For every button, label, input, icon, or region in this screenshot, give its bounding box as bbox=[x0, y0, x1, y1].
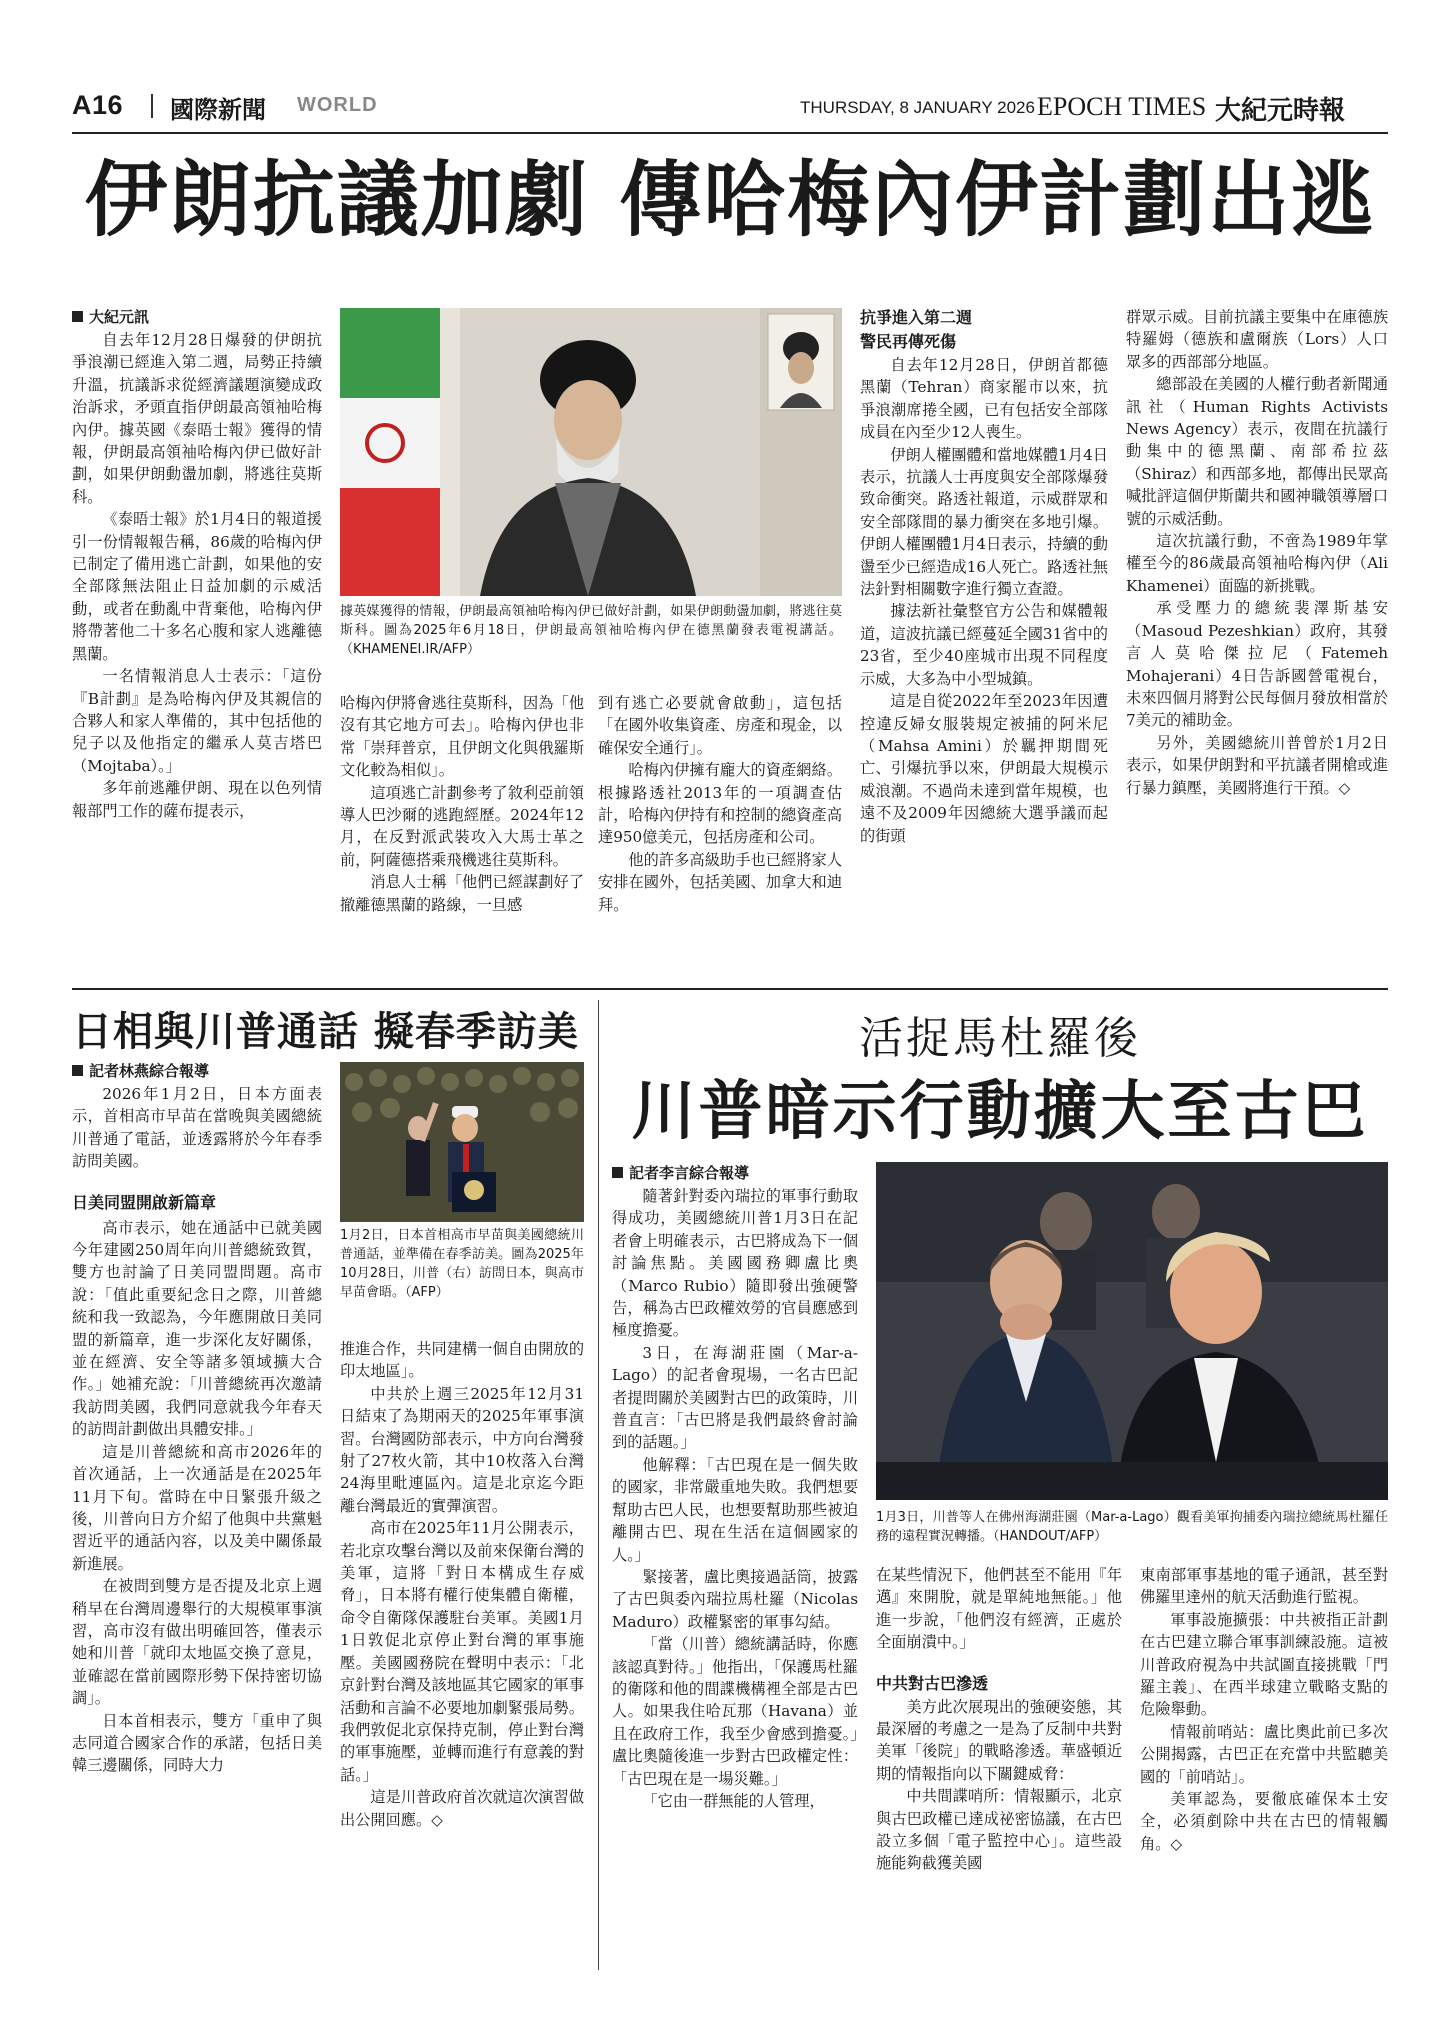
paragraph: 中共於上週三2025年12月31日結束了為期兩天的2025年軍事演習。台灣國防部表示，中方向台灣發射了27枚火箭，其中10枚落入台灣24海里毗連區內。這是北京迄今距離台灣最近的實彈演習。 bbox=[340, 1384, 584, 1515]
section-title-en: WORLD bbox=[297, 94, 378, 116]
story1-column-2 bbox=[340, 692, 584, 916]
story1-column-3 bbox=[598, 692, 842, 916]
story1-column-4 bbox=[860, 306, 1108, 847]
masthead bbox=[72, 86, 1388, 130]
paragraph: 情報前哨站：盧比奧此前已多次公開揭露，古巴正在充當中共監聽美國的「前哨站」。 bbox=[1140, 1722, 1388, 1786]
masthead-rule bbox=[72, 132, 1388, 134]
paragraph: 《泰晤士報》於1月4日的報道援引一份情報報告稱，86歲的哈梅內伊已制定了備用逃亡計劃，如果他的安全部隊無法阻止日益加劇的示威活動，或者在動亂中背棄他，哈梅內伊將帶著他二十多名心腹和家人逃離德黑蘭。 bbox=[72, 510, 322, 663]
page-number: A16 bbox=[72, 90, 124, 120]
paragraph: 總部設在美國的人權行動者新聞通訊社（Human Rights Activists News Agency）表示，夜間在抗議行動集中的德黑蘭、南部希拉茲（Shiraz）和西部多地，都傳出民眾高喊批評這個伊斯蘭共和國神職領導層口號的示威活動。 bbox=[1126, 375, 1388, 528]
paragraph: 緊接著，盧比奧接過話筒，披露了古巴與委內瑞拉馬杜羅（Nicolas Maduro）政權緊密的軍事勾結。 bbox=[612, 1567, 858, 1631]
paragraph: 哈梅內伊將會逃往莫斯科，因為「他沒有其它地方可去」。哈梅內伊也非常「崇拜普京，且伊朗文化與俄羅斯文化較為相似」。 bbox=[340, 694, 584, 780]
paragraph: 這次抗議行動，不啻為1989年掌權至今的86歲最高領袖哈梅內伊（Ali Khamenei）面臨的新挑戰。 bbox=[1126, 532, 1388, 595]
column-divider bbox=[598, 1000, 599, 1970]
paragraph: 到有逃亡必要就會啟動」，這包括「在國外收集資產、房產和現金，以確保安全通行」。 bbox=[598, 694, 842, 757]
story1-column-5 bbox=[1126, 306, 1388, 799]
story2-column-2 bbox=[340, 1338, 584, 1831]
story3-column-1 bbox=[612, 1162, 858, 1812]
masthead-separator bbox=[151, 94, 153, 118]
paragraph: 高市表示，她在通話中已就美國今年建國250周年向川普總統致賀，雙方也討論了日美同盟問題。高市說：「值此重要紀念日之際，川普總統和我一致認為，今年應開啟日美同盟的新篇章，進一步深化友好關係，並在經濟、安全等諸多領域擴大合作。」她補充說：「川普總統再次邀請我訪問美國，我們同意就我今年春天的訪問計劃做出具體安排。」 bbox=[72, 1218, 322, 1439]
paragraph: 哈梅內伊擁有龐大的資產網絡。根據路透社2013年的一項調查估計，哈梅內伊持有和控制的總資產高達950億美元，包括房產和公司。 bbox=[598, 761, 842, 847]
trump-takaichi-photo bbox=[340, 1062, 584, 1222]
paragraph: 群眾示威。目前抗議主要集中在庫德族特羅姆（德族和盧爾族（Lors）人口眾多的西部部分地區。 bbox=[1126, 308, 1388, 371]
paragraph: 多年前逃離伊朗、現在以色列情報部門工作的薩布提表示， bbox=[72, 779, 322, 820]
paragraph: 伊朗人權團體和當地媒體1月4日表示，抗議人士再度與安全部隊爆發致命衝突。路透社報道，示威群眾和安全部隊間的暴力衝突在多地引爆。伊朗人權團體1月4日表示，持續的動盪至少已經造成16人死亡。路透社無法針對相關數字進行獨立查證。 bbox=[860, 445, 1108, 599]
paragraph: 一名情報消息人士表示：「這份『B計劃』是為哈梅內伊及其親信的合夥人和家人準備的，其中包括他的兒子以及他指定的繼承人莫吉塔巴（Mojtaba）。」 bbox=[72, 667, 322, 775]
story3-column-2 bbox=[876, 1564, 1122, 1875]
story3-byline: 記者李言綜合報導 bbox=[612, 1162, 858, 1183]
paper-name-en: EPOCH TIMES bbox=[1037, 92, 1207, 121]
mar-a-lago-photo bbox=[876, 1162, 1388, 1500]
paragraph: 中共間諜哨所：情報顯示，北京與古巴政權已達成祕密協議，在古巴設立多個「電子監控中心」。這些設施能夠截獲美國 bbox=[876, 1787, 1122, 1873]
paper-name-cn: 大紀元時報 bbox=[1215, 96, 1346, 126]
paragraph: 隨著針對委內瑞拉的軍事行動取得成功，美國總統川普1月3日在記者會上明確表示，古巴將成為下一個討論焦點。美國國務卿盧比奧（Marco Rubio）隨即發出強硬警告，稱為古巴政權效勞的官員應感到極度擔憂。 bbox=[612, 1187, 858, 1340]
paragraph: 「它由一群無能的人管理， bbox=[642, 1791, 825, 1810]
story2-subhead: 日美同盟開啟新篇章 bbox=[72, 1192, 217, 1212]
paragraph: 這是川普總統和高市2026年的首次通話，上一次通話是在2025年11月下旬。當時在中日緊張升級之後，川普向日方介紹了他與中共黨魁習近平的通話內容，以及美中關係最新進展。 bbox=[72, 1442, 322, 1573]
story1-subhead bbox=[860, 306, 1108, 354]
paragraph: 在被問到雙方是否提及北京上週稍早在台灣周邊舉行的大規模軍事演習，高市沒有做出明確回答，僅表示她和川普「就印太地區交換了意見，並確認在當前國際形勢下保持密切協調」。 bbox=[72, 1577, 322, 1708]
paragraph: 3日，在海湖莊園（Mar-a-Lago）的記者會現場，一名古巴記者提問關於美國對古巴的政策時，川普直言：「古巴將是我們最終會討論到的話題。」 bbox=[612, 1343, 858, 1452]
paragraph: 推進合作，共同建構一個自由開放的印太地區」。 bbox=[340, 1340, 584, 1381]
khamenei-photo bbox=[340, 308, 842, 596]
story1-column-1 bbox=[72, 306, 322, 822]
issue-date: THURSDAY, 8 JANUARY 2026 bbox=[800, 98, 1035, 117]
main-headline: 伊朗抗議加劇 傳哈梅內伊計劃出逃 bbox=[84, 152, 1376, 248]
paragraph: 「當（川普）總統講話時，你應該認真對待。」他指出，「保護馬杜羅的衛隊和他的間諜機構裡全部是古巴人。如果我住哈瓦那（Havana）並且在政府工作，我至少會感到擔憂。」盧比奧隨後進一步對古巴政權定性：「古巴現在是一場災難。」 bbox=[612, 1635, 858, 1788]
paragraph: 2026年1月2日，日本方面表示，首相高市早苗在當晚與美國總統川普通了電話，並透露將於今年春季訪問美國。 bbox=[72, 1085, 322, 1171]
paragraph: 他解釋：「古巴現在是一個失敗的國家，非常嚴重地失敗。我們想要幫助古巴人民，也想要幫助那些被迫離開古巴、現在生活在這個國家的人。」 bbox=[612, 1455, 858, 1564]
paragraph: 在某些情況下，他們甚至不能用『年邁』來開脫，就是單純地無能。」他進一步說，「他們沒有經濟，正處於全面崩潰中。」 bbox=[876, 1566, 1122, 1652]
paragraph: 這是自從2022年至2023年因遭控違反婦女服裝規定被捕的阿米尼（Mahsa Amini）於羈押期間死亡、引爆抗爭以來，伊朗最大規模示威浪潮。不過尚未達到當年規模，也遠不及2009年因總統大選爭議而起的街頭 bbox=[860, 692, 1108, 845]
paragraph: 這是川普政府首次就這次演習做出公開回應。◇ bbox=[340, 1788, 584, 1829]
paragraph: 美軍認為，要徹底確保本土安全，必須剷除中共在古巴的情報觸角。◇ bbox=[1140, 1790, 1388, 1853]
story3-kicker: 活捉馬杜羅後 bbox=[859, 1013, 1141, 1064]
story1-byline: 大紀元訊 bbox=[72, 306, 322, 327]
paragraph: 承受壓力的總統裴澤斯基安（Masoud Pezeshkian）政府，其發言人莫哈傑拉尼（Fatemeh Mohajerani）4日告訴國營電視台，未來四個月將對公民每個月發放相當於7美元的補助金。 bbox=[1126, 599, 1388, 730]
khamenei-photo-caption: 據英媒獲得的情報，伊朗最高領袖哈梅內伊已做好計劃，如果伊朗動盪加劇，將逃往莫斯科。圖為2025年6月18日，伊朗最高領袖哈梅內伊在德黑蘭發表電視講話。（KHAMENEI.IR/AFP） bbox=[340, 604, 842, 657]
mar-a-lago-photo-caption: 1月3日，川普等人在佛州海湖莊園（Mar-a-Lago）觀看美軍拘捕委內瑞拉總統馬杜羅任務的遠程實況轉播。（HANDOUT/AFP） bbox=[876, 1510, 1388, 1544]
subhead-line: 抗爭進入第二週 bbox=[860, 308, 973, 327]
story2-byline: 記者林燕綜合報導 bbox=[72, 1060, 322, 1081]
paragraph: 他的許多高級助手也已經將家人安排在國外，包括美國、加拿大和迪拜。 bbox=[598, 850, 842, 914]
story2-headline: 日相與川普通話 擬春季訪美 bbox=[72, 1009, 579, 1055]
subhead-line: 警民再傳死傷 bbox=[860, 332, 957, 351]
paragraph: 東南部軍事基地的電子通訊，甚至對佛羅里達州的航天活動進行監視。 bbox=[1140, 1566, 1388, 1607]
paragraph: 自去年12月28日爆發的伊朗抗爭浪潮已經進入第二週，局勢正持續升溫，抗議訴求從經濟議題演變成政治訴求，矛頭直指伊朗最高領袖哈梅內伊。據英國《泰晤士報》獲得的情報，伊朗最高領袖哈梅內伊已做好計劃，如果伊朗動盪加劇，將逃往莫斯科。 bbox=[72, 331, 322, 506]
paragraph: 消息人士稱「他們已經謀劃好了撤離德黑蘭的路線，一旦感 bbox=[340, 873, 584, 914]
paragraph: 軍事設施擴張：中共被指正計劃在古巴建立聯合軍事訓練設施。這被川普政府視為中共試圖直接挑戰「門羅主義」、在西半球建立戰略支點的危險舉動。 bbox=[1140, 1610, 1388, 1719]
paragraph: 美方此次展現出的強硬姿態，其最深層的考慮之一是為了反制中共對美軍「後院」的戰略滲透。華盛頓近期的情報指向以下關鍵威脅： bbox=[876, 1697, 1122, 1783]
paragraph: 這項逃亡計劃參考了敘利亞前領導人巴沙爾的逃跑經歷。2024年12月，在反對派武裝攻入大馬士革之前，阿薩德搭乘飛機逃往莫斯科。 bbox=[340, 783, 584, 869]
paragraph: 據法新社彙整官方公告和媒體報道，這波抗議已經蔓延全國31省中的23省，至少40座城市出現不同程度示威，大多為中小型城鎮。 bbox=[860, 602, 1108, 688]
story2-column-1 bbox=[72, 1060, 322, 1777]
story3-column-3 bbox=[1140, 1564, 1388, 1855]
story3-subhead: 中共對古巴滲透 bbox=[876, 1673, 989, 1693]
trump-takaichi-photo-caption: 1月2日，日本首相高市早苗與美國總統川普通話，並準備在春季訪美。圖為2025年10月28日，川普（右）訪問日本，與高市早苗會晤。（AFP） bbox=[340, 1228, 584, 1300]
paragraph: 高市在2025年11月公開表示，若北京攻擊台灣以及前來保衛台灣的美軍，這將「對日本構成生存威脅」，日本將有權行使集體自衛權，命令自衛隊保護駐台美軍。美國1月1日敦促北京停止對台灣的軍事施壓。美國國務院在聲明中表示：「北京針對台灣及該地區其它國家的軍事活動和言論不必要地加劇緊張局勢。我們敦促北京保持克制，停止對台灣的軍事施壓，並轉而進行有意義的對話。」 bbox=[340, 1519, 584, 1784]
story3-headline: 川普暗示行動擴大至古巴 bbox=[631, 1075, 1369, 1149]
paragraph: 日本首相表示，雙方「重申了與志同道合國家合作的承諾，包括日美韓三邊關係，同時大力 bbox=[72, 1711, 322, 1775]
section-title-cn: 國際新聞 bbox=[170, 96, 266, 124]
paragraph: 另外，美國總統川普曾於1月2日表示，如果伊朗對和平抗議者開槍或進行暴力鎮壓，美國將進行干預。◇ bbox=[1126, 733, 1388, 797]
paragraph: 自去年12月28日，伊朗首都德黑蘭（Tehran）商家罷市以來，抗爭浪潮席捲全國，已有包括安全部隊成員在內至少12人喪生。 bbox=[860, 356, 1108, 442]
section-divider bbox=[72, 988, 1388, 990]
